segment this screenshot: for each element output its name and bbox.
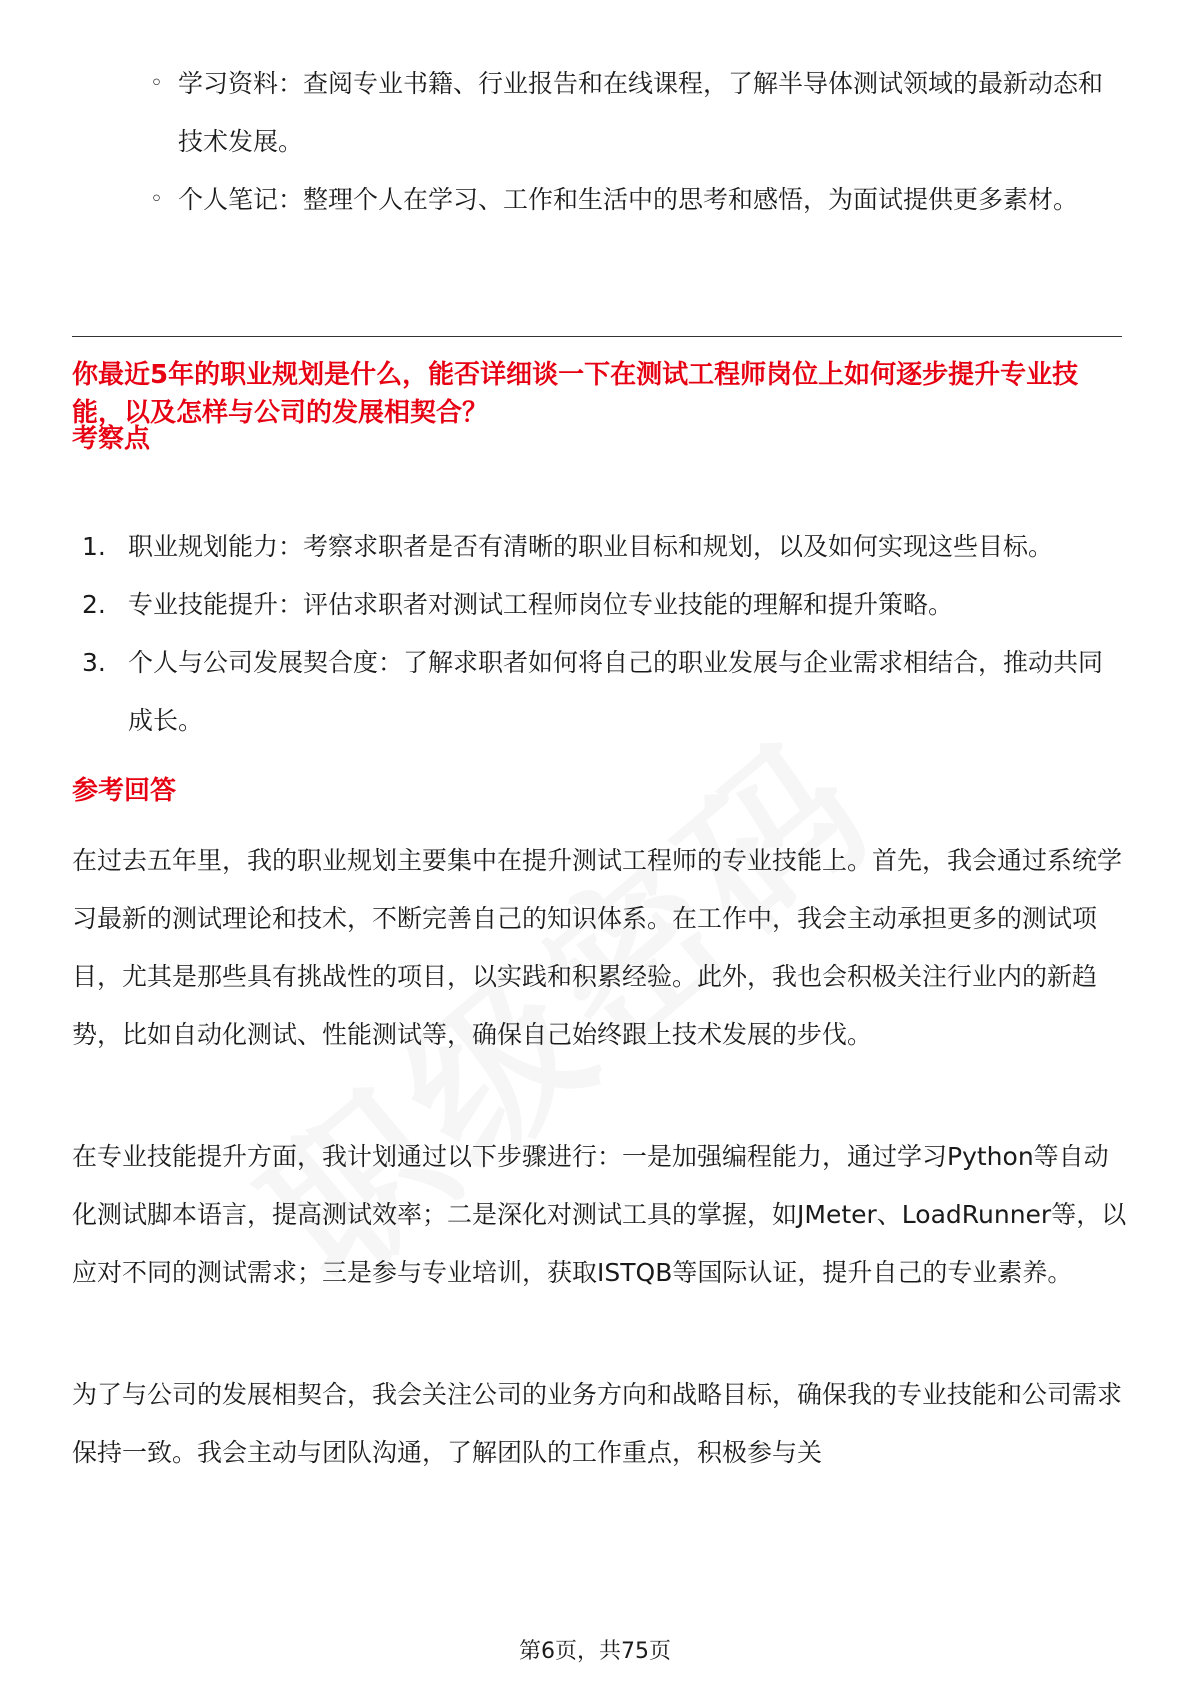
point-text: 职业规划能力：考察求职者是否有清晰的职业目标和规划，以及如何实现这些目标。 xyxy=(128,532,1054,561)
assessment-points-list xyxy=(82,518,1122,750)
list-item xyxy=(82,518,1122,576)
hollow-bullet-icon: ◦ xyxy=(150,187,163,212)
interview-question: 你最近5年的职业规划是什么，能否详细谈一下在测试工程师岗位上如何逐步提升专业技能，以及怎样与公司的发展相契合？ xyxy=(72,360,1079,428)
page-number: 第6页，共75页 xyxy=(519,1639,671,1664)
answer-paragraph: 为了与公司的发展相契合，我会关注公司的业务方向和战略目标，确保我的专业技能和公司需求保持一致。我会主动与团队沟通，了解团队的工作重点，积极参与关 xyxy=(72,1380,1123,1467)
answer-paragraph: 在专业技能提升方面，我计划通过以下步骤进行：一是加强编程能力，通过学习Python等自动化测试脚本语言，提高测试效率；二是深化对测试工具的掌握，如JMeter、LoadRunner等，以应对不同的测试需求；三是参与专业培训，获取ISTQB等国际认证，提升自己的专业素养。 xyxy=(72,1142,1127,1287)
hollow-bullet-icon: ◦ xyxy=(150,71,163,96)
answer-paragraph: 在过去五年里，我的职业规划主要集中在提升测试工程师的专业技能上。首先，我会通过系统学习最新的测试理论和技术，不断完善自己的知识体系。在工作中，我会主动承担更多的测试项目，尤其是那些具有挑战性的项目，以实践和积累经验。此外，我也会积极关注行业内的新趋势，比如自动化测试、性能测试等，确保自己始终跟上技术发展的步伐。 xyxy=(72,846,1123,1049)
bullet-text: 学习资料：查阅专业书籍、行业报告和在线课程，了解半导体测试领域的最新动态和技术发展。 xyxy=(178,69,1104,156)
list-item xyxy=(150,55,1110,171)
study-bullet-list xyxy=(150,55,1110,229)
point-text: 专业技能提升：评估求职者对测试工程师岗位专业技能的理解和提升策略。 xyxy=(128,590,954,619)
point-text: 个人与公司发展契合度：了解求职者如何将自己的职业发展与企业需求相结合，推动共同成长。 xyxy=(128,648,1104,735)
section-divider xyxy=(72,336,1122,337)
points-heading: 考察点 xyxy=(72,424,151,454)
list-item xyxy=(150,171,1110,229)
bullet-text: 个人笔记：整理个人在学习、工作和生活中的思考和感悟，为面试提供更多素材。 xyxy=(178,185,1079,214)
list-item xyxy=(82,576,1122,634)
item-number: 2. xyxy=(82,590,106,619)
item-number: 1. xyxy=(82,532,106,561)
list-item xyxy=(82,634,1122,750)
answer-heading: 参考回答 xyxy=(72,776,177,806)
item-number: 3. xyxy=(82,648,106,677)
